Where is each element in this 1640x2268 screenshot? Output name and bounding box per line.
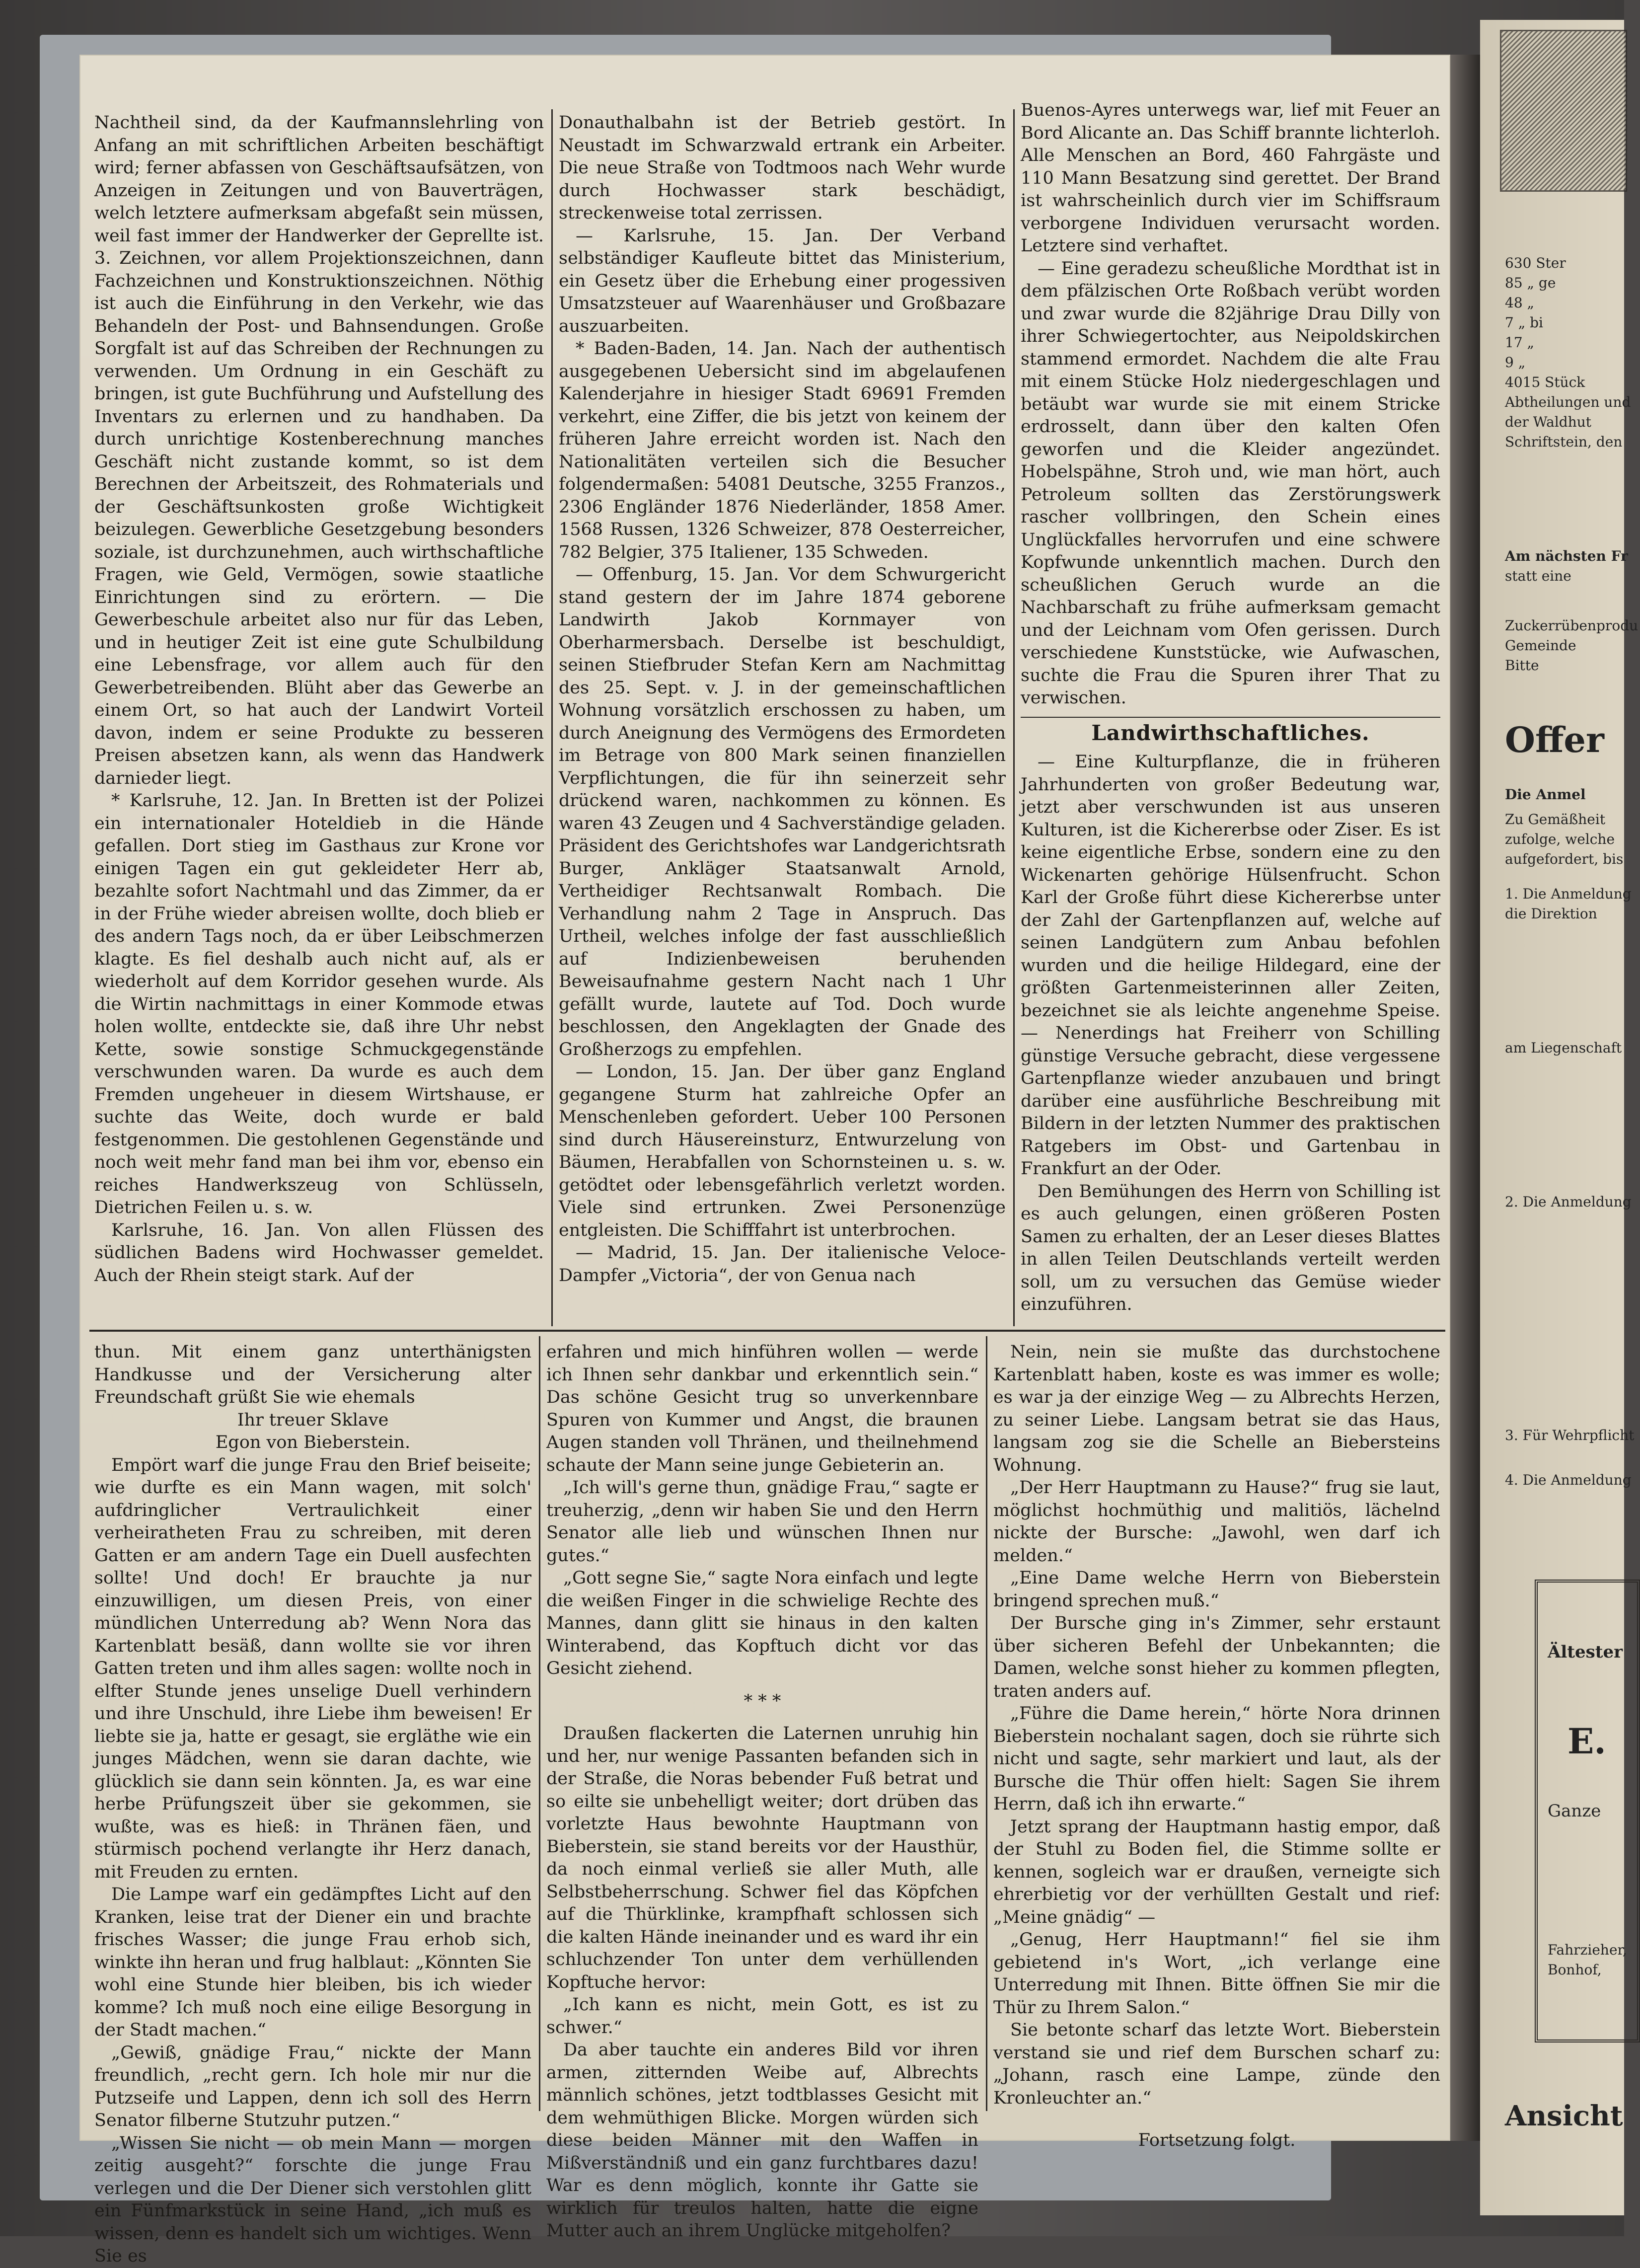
offer-line: die Direktion	[1505, 906, 1597, 922]
article-madrid: — Madrid, 15. Jan. Der italienische Veloce-Dampfer „Victoria“, der von Genua nach	[559, 1243, 1006, 1285]
story-text: „Führe die Dame herein,“ hörte Nora drinnen Bieberstein nochalant sagen, doch sie rührte sich nicht und sagte, sehr markiert und laut, als der Bursche die Thür offen hielt: Sagen Sie ihrem Herrn, daß ich ihn erwarte.“	[993, 1704, 1440, 1814]
notice-line: Gemeinde	[1505, 637, 1576, 654]
article-schilling: Den Bemühungen des Herrn von Schilling ist es auch gelungen, einen größeren Posten Samen zu erhalten, der an Leser dieses Blattes in allen Teilen Deutschlands verteilt werden soll, um zu versuchen das Gemüse wieder einzuführen.	[1021, 1181, 1440, 1314]
offer-line: Zu Gemäßheit	[1505, 811, 1606, 828]
fragment-line: 85 „ ge	[1505, 275, 1556, 291]
fragment-line: 630 Ster	[1505, 255, 1566, 271]
notice-line: Am nächsten Fr	[1505, 548, 1628, 564]
article-mordthat: — Eine geradezu scheußliche Mordthat ist in dem pfälzischen Orte Roßbach verübt worden und zwar wurde die 82jährige Drau Dilly von ihrer Schwiegertochter, aus Neipoldskirchen stammend ermordet. Nachdem die alte Frau mit einem Stücke Holz niedergeschlagen und betäubt war wurde sie mit einem Stricke erdrosselt, dann über den kalten Ofen geworfen und die Kleider angezündet. Hobelspähne, Stroh und, wie man hört, auch Petroleum sollten das Zerstörungswerk rascher vollbringen, den Schein eines Unglückfalles hervorrufen und eine schwere Kopfwunde unkenntlich machen. Durch den scheußlichen Geruch wurde an die Nachbarschaft zu frühe aufmerksam gemacht und der Leichnam vom Ofen gerissen. Durch verschiedene Kunststücke, wie Aufwaschen, suchte die Frau die Spuren ihrer That zu verwischen.	[1021, 258, 1440, 708]
article-text: Donauthalbahn ist der Betrieb gestört. In Neustadt im Schwarzwald ertrank ein Arbeiter. Die neue Straße von Todtmoos nach Wehr wurde durch Hochwasser stark beschädigt, streckenweise total zerrissen.	[559, 113, 1006, 223]
adjacent-page	[1480, 20, 1639, 2215]
article-karlsruhe-15: — Karlsruhe, 15. Jan. Der Verband selbständiger Kaufleute bittet das Ministerium, ein Gesetz über die Erhebung einer progessiven Umsatzsteuer auf Waarenhäuser und Großbazare auszuarbeiten.	[559, 226, 1006, 336]
offer-line: aufgefordert, bis	[1505, 851, 1624, 867]
story-text: „Der Herr Hauptmann zu Hause?“ frug sie laut, möglichst hochmüthig und malitiös, lächelnd nickte der Bursche: „Jawohl, wen darf ich melden.“	[993, 1478, 1440, 1566]
column-rule	[1013, 109, 1015, 1326]
story-text: „Eine Dame welche Herrn von Bieberstein bringend sprechen muß.“	[993, 1568, 1440, 1611]
offer-heading: Offer	[1505, 719, 1604, 760]
fragment-line: 4015 Stück	[1505, 374, 1585, 390]
fragment-line: Schriftstein, den	[1505, 434, 1623, 450]
story-text: Draußen flackerten die Laternen unruhig hin und her, nur wenige Passanten befanden sich in der Straße, die Noras bebender Fuß betrat und so eilte sie unbehelligt weiter; dort drüben das vorletzte Haus bewohnte Hauptmann von Bieberstein, sie stand bereits vor der Hausthür, da noch einmal verließ sie aller Muth, alle Selbstbeherrschung. Schwer fiel das Köpfchen auf die Thürklinke, krampfhaft schlossen sich die kalten Hände ineinander und es ward ihr ein schluchzender Ton unter dem verhüllenden Kopftuche hervor:	[546, 1724, 978, 1992]
fragment-line: 48 „	[1505, 295, 1535, 311]
story-text: Die Lampe warf ein gedämpftes Licht auf den Kranken, leise trat der Diener ein und brachte frisches Wasser; die junge Frau erhob sich, winkte ihn heran und frug halblaut: „Könnten Sie wohl eine Stunde hier bleiben, bis ich wieder komme? Ich muß noch eine eilige Besorgung in der Stadt machen.“	[94, 1885, 531, 2040]
feuilleton-separator	[89, 1330, 1445, 1332]
offer-line: 4. Die Anmeldung	[1505, 1472, 1632, 1488]
article-london: — London, 15. Jan. Der über ganz England gegangene Sturm hat zahlreiche Opfer an Menschenleben gefordert. Ueber 100 Personen sind durch Häusereinsturz, Entwurzelung von Bäumen, Herabfallen von Schornsteinen u. s. w. getödtet oder lebensgefährlich verletzt worden. Viele sind ertrunken. Zwei Personenzüge entgleisten. Die Schifffahrt ist unterbrochen.	[559, 1062, 1006, 1240]
story-signature: Ihr treuer Sklave	[237, 1410, 389, 1430]
page-gutter	[1450, 55, 1480, 2141]
advert-bottom-word: Ansicht	[1505, 2100, 1623, 2132]
engraving-illustration	[1500, 30, 1627, 192]
top-column-1	[94, 112, 544, 1287]
article-karlsruhe-16: Karlsruhe, 16. Jan. Von allen Flüssen des südlichen Badens wird Hochwasser gemeldet. Auch der Rhein steigt stark. Auf der	[94, 1220, 544, 1285]
fragment-line: 7 „ bi	[1505, 314, 1543, 331]
story-text: „Wissen Sie nicht — ob mein Mann — morgen zeitig ausgeht?“ forschte die junge Frau verlegen und die Der Diener sich verstohlen glitt ein Fünfmarkstück in seine Hand, „ich muß es wissen, denn es handelt sich um wichtiges. Wenn Sie es	[94, 2133, 531, 2266]
story-text: „Gott segne Sie,“ sagte Nora einfach und legte die weißen Finger in die schwielige Rechte des Mannes, dann glitt sie hinaus in den kalten Winterabend, das Kopftuch dicht vor das Gesicht ziehend.	[546, 1568, 978, 1678]
story-text: Jetzt sprang der Hauptmann hastig empor, daß der Stuhl zu Boden fiel, die Stimme sollte er kennen, sogleich war er draußen, verneigte sich ehrerbietig vor der verhüllten Gestalt und rief: „Meine gnädig“ —	[993, 1816, 1440, 1927]
story-text: „Ich will's gerne thun, gnädige Frau,“ sagte er treuherzig, „denn wir haben Sie und den Herrn Senator alle lieb und wünschen Ihnen nur gutes.“	[546, 1478, 978, 1566]
story-text: Da aber tauchte ein anderes Bild vor ihren armen, zitternden Weibe auf, Albrechts männlich schönes, jetzt todtblasses Gesicht mit dem wehmüthigen Blicke. Morgen würden sich diese beiden Männer mit den Waffen in Mißverständniß und ein ganz furchtbares dazu! War es denn möglich, konnte ihr Gatte sie wirklich für treulos halten, hatte die eigne Mutter auch an ihrem Unglücke mitgeholfen?	[546, 2040, 978, 2241]
article-text: Nachtheil sind, da der Kaufmannslehrling von Anfang an mit schriftlichen Arbeiten beschäftigt wird; ferner abfassen von Geschäftsaufsätzen, von Anzeigen in Zeitungen und von Bauverträgen, welch letztere aufmerksam abgefaßt sein müssen, weil fast immer der Handwerker der Geprellte ist. 3. Zeichnen, vor allem Projektionszeichnen, dann Fachzeichnen und Konstruktionszeichnen. Nöthig ist auch die Einführung in den Verkehr, wie das Behandeln der Post- und Bahnsendungen. Große Sorgfalt ist auf das Schreiben der Rechnungen zu verwenden. Um Ordnung in ein Geschäft zu bringen, ist gute Buchführung und Aufstellung des Inventars zu erlernen und zu handhaben. Da durch unrichtige Kostenberechnung manches Geschäft nicht zustande kommt, so ist dem Berechnen der Arbeitszeit, des Rohmaterials und der Geschäftsunkosten große Wichtigkeit beizulegen. Gewerbliche Gesetzgebung besonders soziale, ist durchzunehmen, auch wirthschaftliche Fragen, wie Geld, Vermögen, sowie staatliche Einrichtungen sind zu erörtern. — Die Gewerbeschule arbeitet also nur für das Leben, und in heutiger Zeit ist eine gute Schulbildung eine Lebensfrage, vor allem auch für den Gewerbetreibenden. Blüht aber das Gewerbe an einem Ort, so hat auch der Landwirt Vorteil davon, indem er seine Produkte zu besseren Preisen absetzen kann, als wenn das Handwerk darnieder liegt.	[94, 113, 544, 788]
story-text: Empört warf die junge Frau den Brief beiseite; wie durfte es ein Mann wagen, mit solch' aufdringlicher Vertraulichkeit einer verheiratheten Frau zu schreiben, mit deren Gatten er am andern Tage ein Duell ausfechten sollte! Und doch! Er brauchte ja nur einzuwilligen, um diesen Preis, von einer mündlichen Unterredung ab? Wenn Nora das Kartenblatt besäß, dann wollte sie vor ihren Gatten treten und ihm alles sagen: wollte noch in elfter Stunde jenes unselige Duell verhindern und ihre Unschuld, ihre Liebe ihm beweisen! Er liebte sie ja, hatte er gesagt, sie ergläthe wie ein junges Mädchen, wenn sie daran dachte, wie glücklich sie dann sein könnten. Ja, es war eine herbe Prüfungszeit über sie gekommen, sie wußte, was es hieß: in Thränen fäen, und stürmisch pochend verlangte ihr Herz danach, mit Freuden zu ernten.	[94, 1455, 531, 1882]
newspaper-page	[79, 55, 1450, 2266]
offer-line: am Liegenschaft	[1505, 1040, 1622, 1056]
story-text: Der Bursche ging in's Zimmer, sehr erstaunt über sicheren Befehl der Unbekannten; die Damen, welche sonst hieher zu kommen pflegten, traten anders auf.	[993, 1613, 1440, 1701]
story-text: erfahren und mich hinführen wollen — werde ich Ihnen sehr dankbar und erkenntlich sein.“ Das schöne Gesicht trug so unverkennbare Spuren von Kummer und Angst, die braunen Augen standen voll Thränen, und theilnehmend schaute der Mann seine junge Gebieterin an.	[546, 1342, 978, 1475]
story-text: Sie betonte scharf das letzte Wort. Bieberstein verstand sie und rief dem Burschen scharf zu: „Johann, rasch eine Lampe, zünde den Kronleuchter an.“	[993, 2020, 1440, 2108]
section-rule	[1021, 717, 1440, 718]
to-be-continued: Fortsetzung folgt.	[1138, 2130, 1296, 2150]
fragment-line: 17 „	[1505, 334, 1535, 351]
notice-line: Zuckerrübenprodu	[1505, 617, 1639, 634]
offer-line: zufolge, welche	[1505, 831, 1615, 847]
offer-line: 2. Die Anmeldung	[1505, 1194, 1632, 1210]
column-rule	[539, 1336, 540, 2111]
story-text: „Gewiß, gnädige Frau,“ nickte der Mann freundlich, „recht gern. Ich hole mir nur die Putzseife und Lappen, denn ich soll des Herrn Senator filberne Stutzuhr putzen.“	[94, 2042, 531, 2130]
notice-line: Bitte	[1505, 657, 1539, 674]
feuilleton-column-1	[94, 1341, 531, 2268]
scene-break: * * *	[744, 1691, 781, 1711]
advert-line: Bonhof,	[1548, 1962, 1602, 1978]
feuilleton-column-2	[546, 1341, 978, 2243]
fragment-line: der Waldhut	[1505, 414, 1592, 430]
article-kichererbse: — Eine Kulturpflanze, die in früheren Jahrhunderten von großer Bedeutung war, jetzt aber verschwunden ist aus unseren Kulturen, ist die Kichererbse oder Ziser. Es ist keine eigentliche Erbse, sondern eine zu den Wickenarten gehörige Hülsenfrucht. Schon Karl der Große führt diese Kichererbse unter der Zahl der Gartenpflanzen auf, welche auf seinen Landgütern zum Anbau befohlen wurden und die heilige Hildegard, eine der größten Gartenmeisterinnen aller Zeiten, bezeichnet sie als leichte angenehme Speise. — Nenerdings hat Freiherr von Schilling günstige Versuche gebracht, diese vergessene Gartenpflanze wieder anzubauen und bringt darüber eine ausführliche Beschreibung mit Bildern in der letzten Nummer des praktischen Ratgebers im Obst- und Gartenbau in Frankfurt an der Oder.	[1021, 752, 1440, 1179]
article-offenburg: — Offenburg, 15. Jan. Vor dem Schwurgericht stand gestern der im Jahre 1874 geborene Landwirth Jakob Kornmayer von Oberharmersbach. Derselbe ist beschuldigt, seinen Stiefbruder Stefan Kern am Nachmittag des 25. Sept. v. J. in der gemeinschaftlichen Wohnung vorsätzlich erschossen zu haben, um durch Aneignung des Vermögens des Ermordeten im Betrage von 800 Mark seinen finanziellen Verpflichtungen, die für ihn seinerzeit sehr drückend waren, nachkommen zu können. Es waren 43 Zeugen und 4 Sachverständige geladen. Präsident des Gerichtshofes war Landgerichtsrath Burger, Ankläger Staatsanwalt Arnold, Vertheidiger Rechtsanwalt Rombach. Die Verhandlung nahm 2 Tage in Anspruch. Das Urtheil, welches infolge der fast ausschließlich auf Indizienbeweisen beruhenden Beweisaufnahme gestern Nacht nach 1 Uhr gefällt wurde, lautete auf Tod. Doch wurde beschlossen, den Angeklagten der Gnade des Großherzogs zu empfehlen.	[559, 565, 1006, 1059]
advert-line: Ältester	[1548, 1642, 1623, 1662]
notice-line: statt eine	[1505, 568, 1571, 584]
advert-line: Ganze	[1548, 1801, 1601, 1821]
story-text: thun. Mit einem ganz unterthänigsten Handkusse und der Versicherung alter Freundschaft grüßt Sie wie ehemals	[94, 1342, 531, 1407]
article-baden-baden: * Baden-Baden, 14. Jan. Nach der authentisch ausgegebenen Uebersicht sind im abgelaufenen Kalenderjahre in hiesiger Stadt 69691 Fremden verkehrt, eine Ziffer, die bis jetzt von keinem der früheren Jahre erreicht worden ist. Nach den Nationalitäten verteilen sich die Besucher folgendermaßen: 54081 Deutsche, 3255 Franzos., 2306 Engländer 1876 Niederländer, 1858 Amer. 1568 Russen, 1326 Schweizer, 878 Oesterreicher, 782 Belgier, 375 Italiener, 135 Schweden.	[559, 339, 1006, 562]
advert-box	[1535, 1580, 1640, 2042]
column-rule	[551, 109, 553, 1326]
offer-line: Die Anmel	[1505, 786, 1586, 803]
column-rule	[986, 1336, 987, 2111]
offer-line: 3. Für Wehrpflicht	[1505, 1427, 1635, 1443]
story-text: „Genug, Herr Hauptmann!“ fiel sie ihm gebietend in's Wort, „ich verlange eine Unterredung mit Ihnen. Bitte öffnen Sie mir die Thür zu Ihrem Salon.“	[993, 1930, 1440, 2018]
article-karlsruhe-12: * Karlsruhe, 12. Jan. In Bretten ist der Polizei ein internationaler Hoteldieb in die Hände gefallen. Dort stieg im Gasthaus zur Krone vor einigen Tagen ein gut gekleideter Herr ab, bezahlte sofort Nachtmahl und das Zimmer, da er in der Frühe wieder abreisen wollte, doch blieb er des andern Tags noch, da er über Leibschmerzen klagte. Es fiel deshalb auch nicht auf, als er wiederholt auf dem Korridor gesehen wurde. Als die Wirtin nachmittags in einer Kommode etwas holen wollte, entdeckte sie, daß ihre Uhr nebst Kette, sowie sonstige Schmuckgegenstände verschwunden waren. Da wurde es auch dem Fremden ungeheuer in diesem Wirtshause, er suchte das Weite, doch wurde er bald festgenommen. Die gestohlenen Gegenstände und noch weit mehr fand man bei ihm vor, ebenso ein reiches Handwerkszeug von Schlüsseln, Dietrichen Feilen u. s. w.	[94, 791, 544, 1217]
feuilleton-column-3	[993, 1341, 1440, 2152]
section-heading-landwirthschaftliches: Landwirthschaftliches.	[1091, 720, 1370, 745]
offer-line: 1. Die Anmeldung	[1505, 886, 1632, 902]
fragment-line: Abtheilungen und	[1505, 394, 1631, 410]
story-signature-name: Egon von Bieberstein.	[215, 1433, 411, 1452]
story-text: „Ich kann es nicht, mein Gott, es ist zu schwer.“	[546, 1995, 978, 2038]
article-text: Buenos-Ayres unterwegs war, lief mit Feuer an Bord Alicante an. Das Schiff brannte lichterloh. Alle Menschen an Bord, 460 Fahrgäste und 110 Mann Besatzung sind gerettet. Der Brand ist wahrscheinlich durch vier im Schiffsraum verborgene Individuen verursacht worden. Letztere sind verhaftet.	[1021, 100, 1440, 256]
advert-line: Fahrzieher,	[1548, 1942, 1627, 1958]
top-column-2	[559, 112, 1006, 1287]
top-column-3	[1021, 99, 1440, 1316]
story-text: Nein, nein sie mußte das durchstochene Kartenblatt haben, koste es was immer es wolle; es war ja der einzige Weg — zu Albrechts Herzen, zu seiner Liebe. Langsam betrat sie das Haus, langsam zog sie die Schelle an Biebersteins Wohnung.	[993, 1342, 1440, 1475]
fragment-line: 9 „	[1505, 354, 1526, 371]
advert-initial: E.	[1567, 1721, 1606, 1762]
